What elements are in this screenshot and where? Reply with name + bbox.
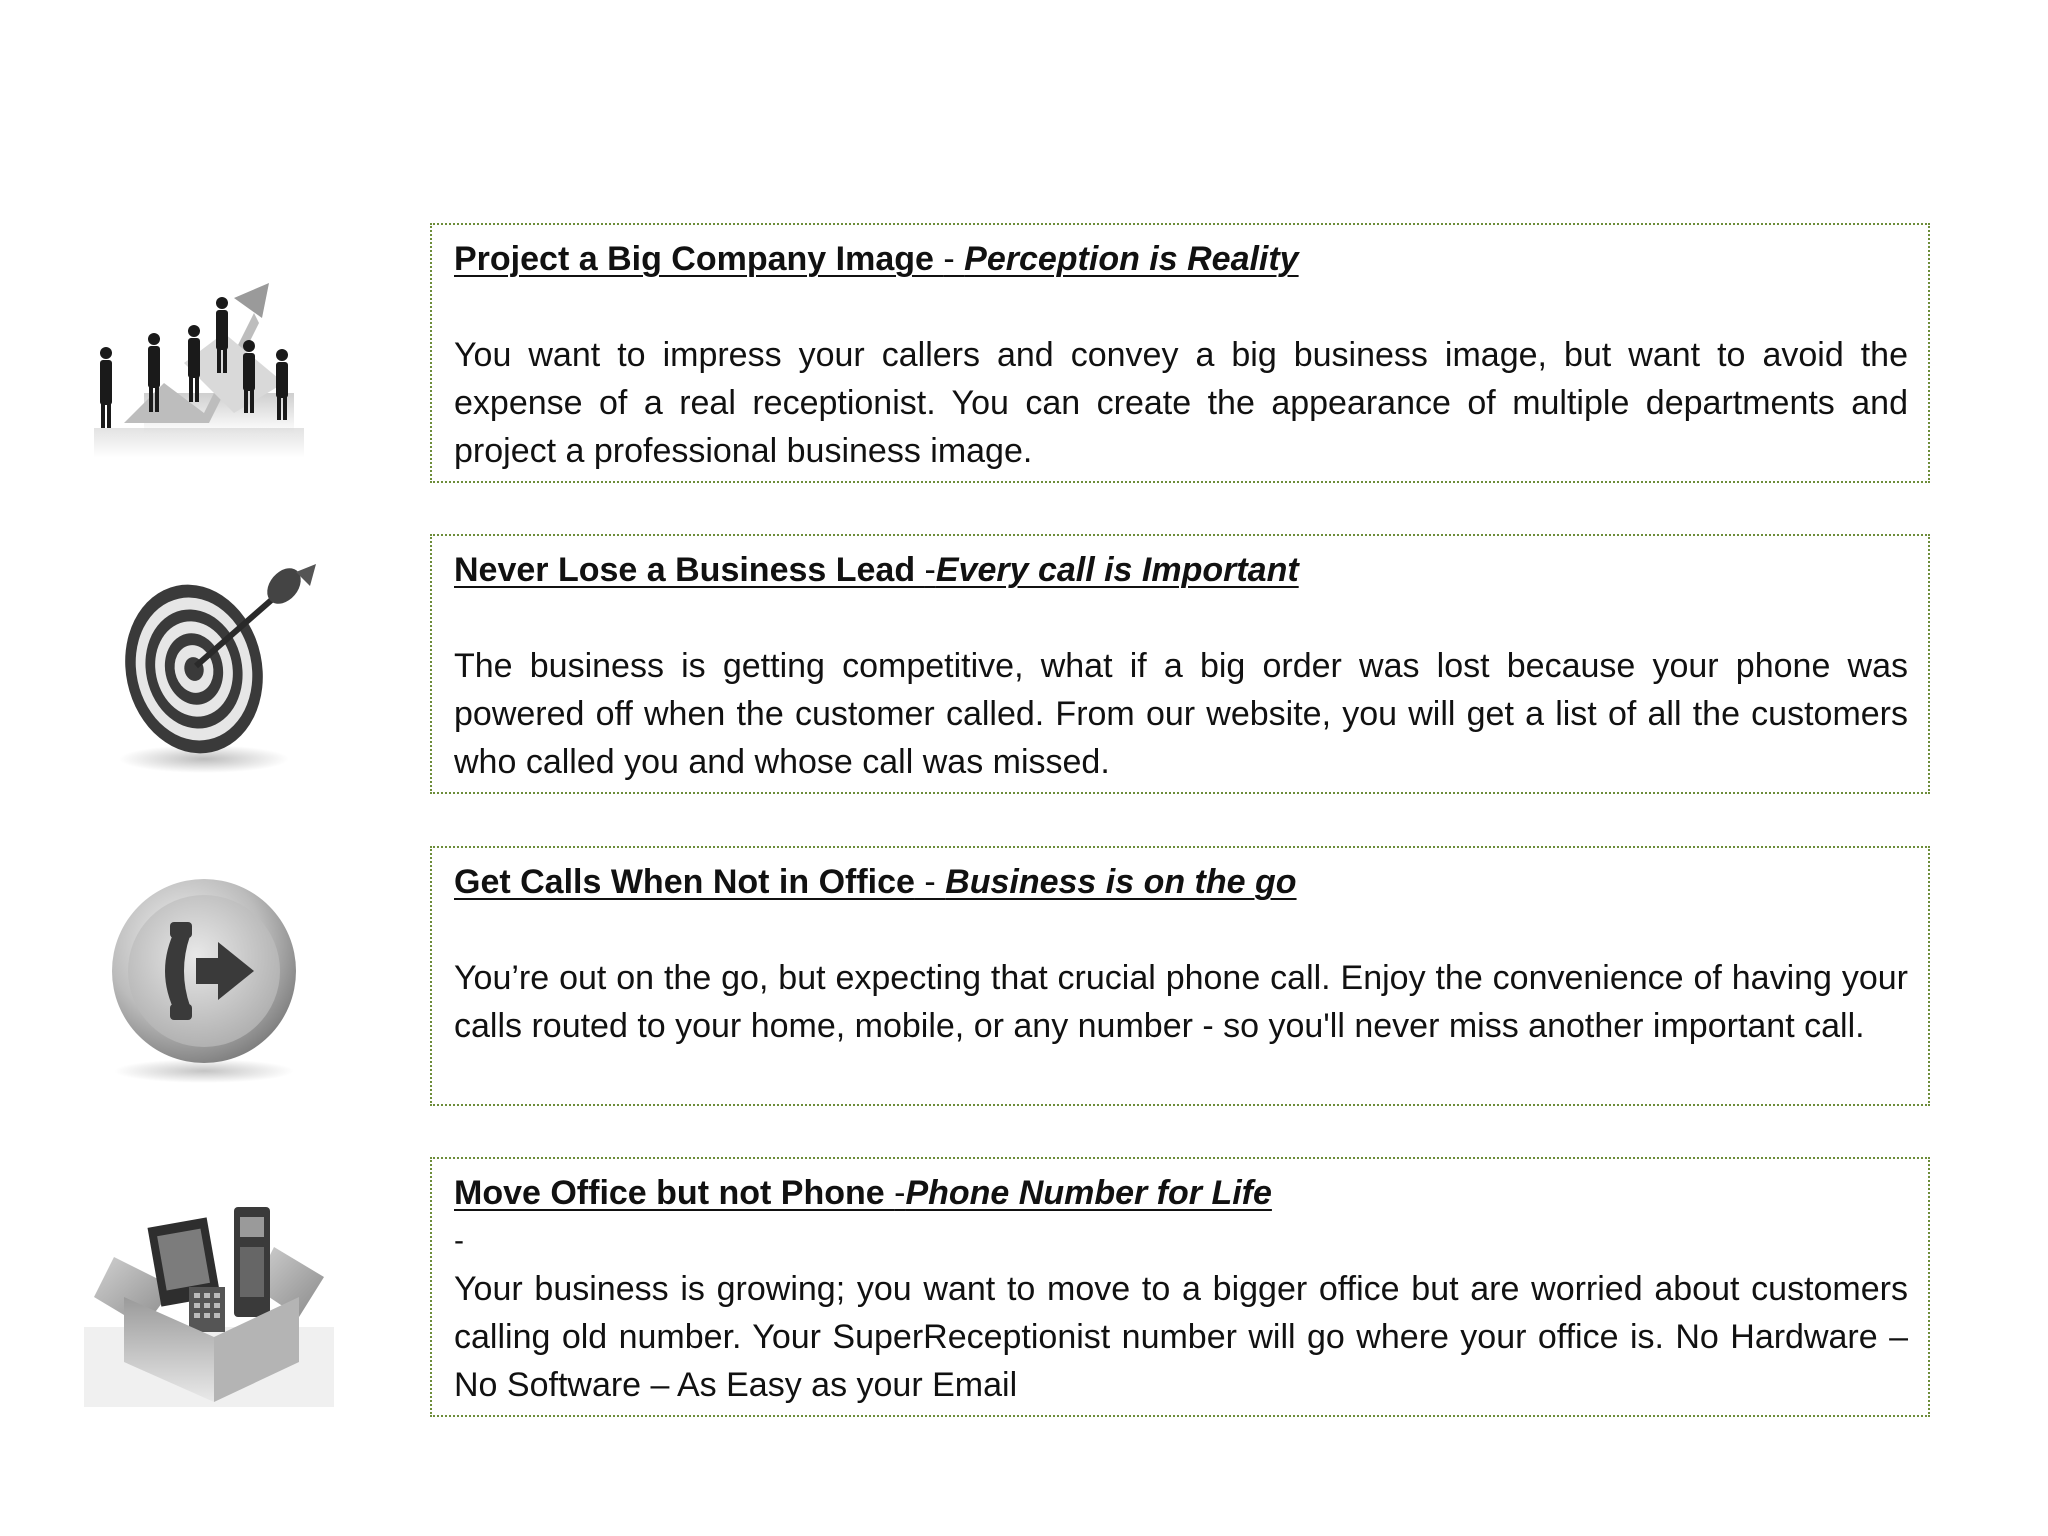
heading-separator: - bbox=[924, 551, 936, 589]
dartboard-target-icon bbox=[84, 554, 334, 784]
feature-description: Your business is growing; you want to move to a bigger office but are worried about customers calling old number. Your SuperReceptionist number will go where your office is. No Hardware – No Software – As Easy as your Email bbox=[454, 1270, 1908, 1404]
extra-line bbox=[454, 283, 1908, 331]
extra-line bbox=[454, 594, 1908, 642]
heading-main: Get Calls When Not in Office bbox=[454, 863, 915, 901]
feature-heading bbox=[454, 546, 1908, 594]
feature-card bbox=[430, 534, 1930, 794]
heading-main: Move Office but not Phone bbox=[454, 1174, 895, 1212]
feature-card bbox=[430, 1157, 1930, 1417]
heading-main: Project a Big Company Image bbox=[454, 240, 944, 278]
feature-row-business-lead bbox=[0, 534, 2048, 796]
feature-heading bbox=[454, 1169, 1908, 1217]
feature-heading bbox=[454, 858, 1908, 906]
feature-card bbox=[430, 846, 1930, 1106]
feature-description: You’re out on the go, but expecting that crucial phone call. Enjoy the convenience of having your calls routed to your home, mobile, or any number - so you'll never miss another important call. bbox=[454, 959, 1908, 1045]
heading-tagline: Every call is Important bbox=[935, 551, 1299, 589]
call-forward-icon bbox=[84, 866, 334, 1096]
business-growth-icon bbox=[84, 243, 334, 473]
feature-row-big-company bbox=[0, 223, 2048, 485]
heading-separator: - bbox=[943, 240, 965, 278]
heading-separator: - bbox=[914, 863, 946, 901]
heading-tagline: Phone Number for Life bbox=[905, 1174, 1272, 1212]
feature-row-move-office bbox=[0, 1157, 2048, 1419]
heading-tagline: Perception is Reality bbox=[964, 240, 1299, 278]
moving-box-icon bbox=[84, 1177, 334, 1407]
extra-line: - bbox=[454, 1224, 464, 1257]
heading-tagline: Business is on the go bbox=[945, 863, 1297, 901]
feature-description: You want to impress your callers and convey a big business image, but want to avoid the expense of a real receptionist. You can create the appearance of multiple departments and project a professional business image. bbox=[454, 336, 1908, 470]
feature-heading bbox=[454, 235, 1908, 283]
extra-line bbox=[454, 906, 1908, 954]
heading-separator: - bbox=[894, 1174, 906, 1212]
feature-card bbox=[430, 223, 1930, 483]
feature-description: The business is getting competitive, what if a big order was lost because your phone was powered off when the customer called. From our website, you will get a list of all the customers who called you and whose call was missed. bbox=[454, 647, 1908, 781]
heading-main: Never Lose a Business Lead bbox=[454, 551, 925, 589]
feature-row-calls-not-in-office bbox=[0, 846, 2048, 1108]
